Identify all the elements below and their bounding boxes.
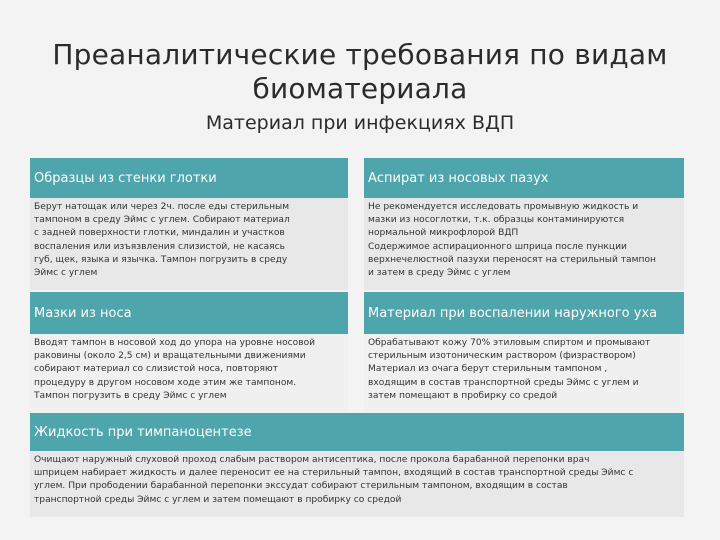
section-heading-outer-ear: Материал при воспалении наружного уха xyxy=(364,292,684,334)
slide-subtitle: Материал при инфекциях ВДП xyxy=(205,112,515,134)
section-heading-nasal-swab: Мазки из носа xyxy=(30,292,348,334)
section-text-tympanocentesis: Очищают наружный слуховой проход слабым раствором антисептика, после прокола барабанной перепонки врач шприцем набирает жидкость и далее переносит ее на стерильный тампон, входящий в состав транспортной среды Эймс с углем. При прободении барабанной перепонки экссудат собирают стерильным тампоном, входящим в состав транспортной среды Эймс с углем и затем помещают в пробирку со средой xyxy=(30,451,684,517)
slide-title: Преаналитические требования по видам биоматериала xyxy=(52,38,668,105)
section-heading-sinus-aspirate: Аспират из носовых пазух xyxy=(364,158,684,198)
section-text-nasal-swab: Вводят тампон в носовой ход до упора на уровне носовой раковины (около 2,5 см) и вращательными движениями собирают материал со слизистой носа, повторяют процедуру в другом носовом ходе этим же тампоном. Тампон погрузить в среду Эймс с углем xyxy=(30,334,348,412)
section-text-throat: Берут натощак или через 2ч. после еды стерильным тампоном в среду Эймс с углем. Собирают материал с задней поверхности глотки, миндалин и участков воспаления или изъязвления слизистой, не касаясь губ, щек, языка и язычка. Тампон погрузить в среду Эймс с углем xyxy=(30,198,348,290)
section-heading-tympanocentesis: Жидкость при тимпаноцентезе xyxy=(30,413,684,451)
section-heading-throat: Образцы из стенки глотки xyxy=(30,158,348,198)
section-text-outer-ear: Обрабатывают кожу 70% этиловым спиртом и промывают стерильным изотоническим раствором (физраствором) Материал из очага берут стерильным тампоном , входящим в состав транспортной среды Эймс с углем и затем помещают в пробирку со средой xyxy=(364,334,684,412)
section-text-sinus-aspirate: Не рекомендуется исследовать промывную жидкость и мазки из носоглотки, т.к. образцы контаминируются нормальной микрофлорой ВДП Содержимое аспирационного шприца после пункции верхнечелюстной пазухи переносят на стерильный тампон и затем в среду Эймс с углем xyxy=(364,198,684,290)
